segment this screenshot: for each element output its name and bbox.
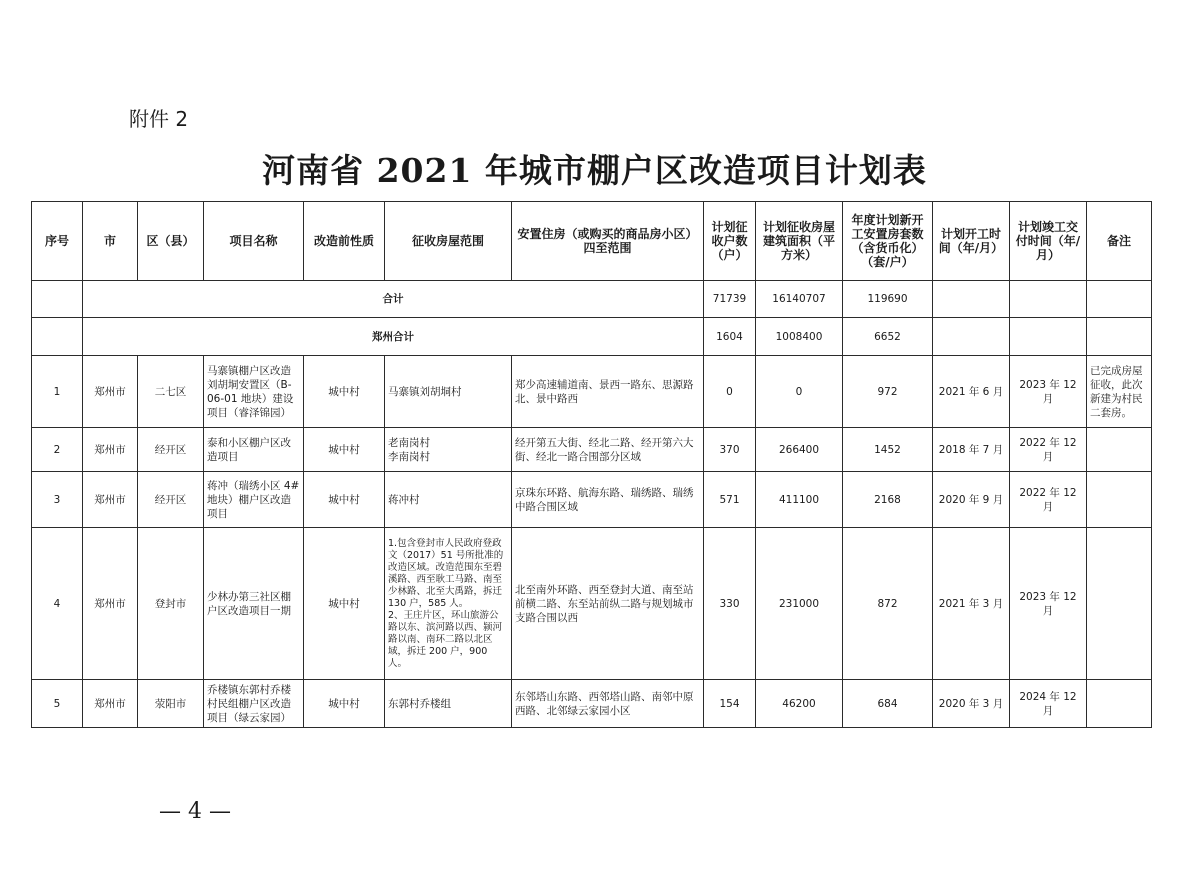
row-households: 571 [704, 472, 756, 528]
row-city: 郑州市 [83, 680, 138, 728]
row-nature: 城中村 [304, 528, 385, 680]
table-cell [933, 318, 1010, 356]
header-cell: 市 [83, 202, 138, 281]
row-nature: 城中村 [304, 428, 385, 472]
header-cell: 年度计划新开工安置房套数（含货币化）（套/户） [843, 202, 933, 281]
city-total-label: 郑州合计 [83, 318, 704, 356]
attachment-label: 附件 2 [129, 107, 189, 131]
table-cell [32, 318, 83, 356]
row-boundary: 北至南外环路、西至登封大道、南至站前横二路、东至站前纵二路与规划城市支路合围以西 [512, 528, 704, 680]
header-cell: 计划竣工交付时间（年/月） [1010, 202, 1087, 281]
city-total-units: 6652 [843, 318, 933, 356]
row-boundary: 经开第五大街、经北二路、经开第六大街、经北一路合围部分区域 [512, 428, 704, 472]
row-scope: 蒋冲村 [385, 472, 512, 528]
row-finish: 2023 年 12 月 [1010, 528, 1087, 680]
row-boundary: 京珠东环路、航海东路、瑞绣路、瑞绣中路合围区域 [512, 472, 704, 528]
row-note: 已完成房屋征收，此次新建为村民二套房。 [1087, 356, 1152, 428]
row-project: 泰和小区棚户区改造项目 [204, 428, 304, 472]
row-units: 2168 [843, 472, 933, 528]
total-households: 71739 [704, 281, 756, 318]
city-total-households: 1604 [704, 318, 756, 356]
header-cell: 区（县） [138, 202, 204, 281]
row-finish: 2022 年 12 月 [1010, 472, 1087, 528]
row-project: 少林办第三社区棚户区改造项目一期 [204, 528, 304, 680]
row-project: 蒋冲（瑞绣小区 4#地块）棚户区改造项目 [204, 472, 304, 528]
table-cell [1010, 318, 1087, 356]
row-finish: 2022 年 12 月 [1010, 428, 1087, 472]
header-cell: 安置住房（或购买的商品房小区）四至范围 [512, 202, 704, 281]
row-district: 登封市 [138, 528, 204, 680]
table-cell [1087, 281, 1152, 318]
row-number: 2 [32, 428, 83, 472]
row-city: 郑州市 [83, 472, 138, 528]
row-nature: 城中村 [304, 472, 385, 528]
header-cell: 计划开工时间（年/月） [933, 202, 1010, 281]
row-district: 二七区 [138, 356, 204, 428]
total-label: 合计 [83, 281, 704, 318]
city-total-area: 1008400 [756, 318, 843, 356]
header-cell: 计划征收户数（户） [704, 202, 756, 281]
row-area: 411100 [756, 472, 843, 528]
total-units: 119690 [843, 281, 933, 318]
row-area: 231000 [756, 528, 843, 680]
row-households: 0 [704, 356, 756, 428]
row-number: 1 [32, 356, 83, 428]
row-households: 370 [704, 428, 756, 472]
row-units: 872 [843, 528, 933, 680]
row-nature: 城中村 [304, 356, 385, 428]
row-project: 乔楼镇东郭村乔楼村民组棚户区改造项目（绿云家园） [204, 680, 304, 728]
header-cell: 项目名称 [204, 202, 304, 281]
row-scope: 老南岗村 李南岗村 [385, 428, 512, 472]
row-start: 2021 年 3 月 [933, 528, 1010, 680]
total-area: 16140707 [756, 281, 843, 318]
table-cell [32, 281, 83, 318]
row-city: 郑州市 [83, 528, 138, 680]
header-cell: 征收房屋范围 [385, 202, 512, 281]
row-units: 1452 [843, 428, 933, 472]
table-header-row [32, 202, 1152, 281]
table-row [32, 428, 1152, 472]
row-number: 4 [32, 528, 83, 680]
row-nature: 城中村 [304, 680, 385, 728]
total-row [32, 281, 1152, 318]
row-city: 郑州市 [83, 428, 138, 472]
row-district: 经开区 [138, 428, 204, 472]
header-cell: 计划征收房屋建筑面积（平方米） [756, 202, 843, 281]
row-households: 330 [704, 528, 756, 680]
table-cell [1010, 281, 1087, 318]
row-project: 马寨镇棚户区改造刘胡垌安置区（B-06-01 地块）建设项目（睿泽锦园） [204, 356, 304, 428]
row-finish: 2024 年 12 月 [1010, 680, 1087, 728]
row-district: 荥阳市 [138, 680, 204, 728]
row-start: 2020 年 3 月 [933, 680, 1010, 728]
row-note [1087, 472, 1152, 528]
table-cell [1087, 318, 1152, 356]
row-scope: 东郭村乔楼组 [385, 680, 512, 728]
row-note [1087, 428, 1152, 472]
row-start: 2020 年 9 月 [933, 472, 1010, 528]
row-boundary: 郑少高速辅道南、景西一路东、思源路北、景中路西 [512, 356, 704, 428]
table-row [32, 356, 1152, 428]
city-total-row [32, 318, 1152, 356]
row-units: 972 [843, 356, 933, 428]
row-note [1087, 680, 1152, 728]
row-number: 5 [32, 680, 83, 728]
page-number: — 4 — [159, 799, 231, 824]
header-cell: 改造前性质 [304, 202, 385, 281]
row-area: 46200 [756, 680, 843, 728]
row-number: 3 [32, 472, 83, 528]
header-cell: 备注 [1087, 202, 1152, 281]
table-row [32, 528, 1152, 680]
row-area: 266400 [756, 428, 843, 472]
document-title: 河南省 2021 年城市棚户区改造项目计划表 [262, 151, 927, 190]
row-households: 154 [704, 680, 756, 728]
row-scope: 1.包含登封市人民政府登政文（2017）51 号所批准的改造区域。改造范围东至碧溪路、西至耿工马路、南至少林路、北至大禹路，拆迁 130 户，585 人。 2、王庄片区，环山旅游公路以东、滨河路以西、颍河路以南、南环二路以北区域，拆迁 200 户，900 人。 [385, 528, 512, 680]
row-finish: 2023 年 12 月 [1010, 356, 1087, 428]
table-row [32, 472, 1152, 528]
header-cell: 序号 [32, 202, 83, 281]
row-district: 经开区 [138, 472, 204, 528]
row-area: 0 [756, 356, 843, 428]
row-scope: 马寨镇刘胡垌村 [385, 356, 512, 428]
row-units: 684 [843, 680, 933, 728]
row-start: 2021 年 6 月 [933, 356, 1010, 428]
row-boundary: 东邻塔山东路、西邻塔山路、南邻中原西路、北邻绿云家园小区 [512, 680, 704, 728]
row-city: 郑州市 [83, 356, 138, 428]
table-row [32, 680, 1152, 728]
row-start: 2018 年 7 月 [933, 428, 1010, 472]
plan-table [31, 201, 1152, 728]
table-cell [933, 281, 1010, 318]
row-note [1087, 528, 1152, 680]
